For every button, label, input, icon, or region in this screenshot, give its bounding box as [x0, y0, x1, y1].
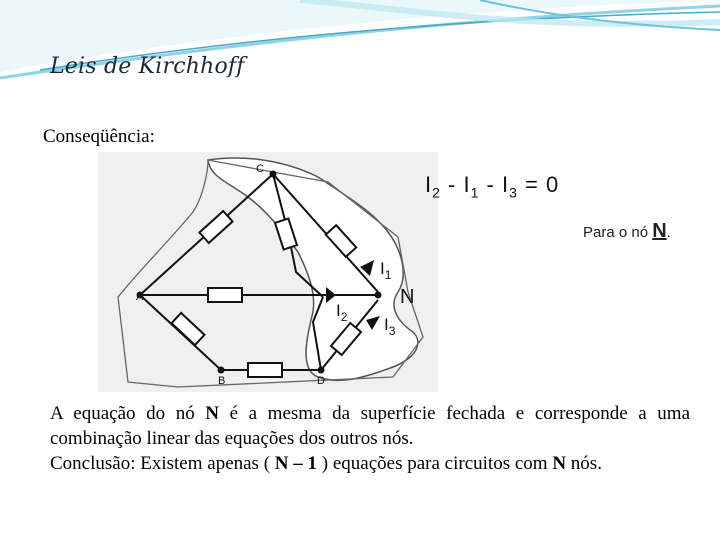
paragraph-conclusion: Conclusão: Existem apenas ( N – 1 ) equações para circuitos com N nós. [50, 453, 602, 474]
subtitle: Conseqüência: [43, 126, 155, 147]
node-label-b: B [218, 375, 226, 387]
eq-sub-2: 2 [432, 184, 441, 201]
node-label-c: C [256, 163, 264, 175]
current-label-i1: I [380, 259, 385, 278]
eq-note-suffix: . [666, 224, 671, 241]
eq-sub-1: 1 [470, 184, 480, 201]
eq-note-node: N [652, 220, 667, 242]
slide-title: Leis de Kirchhoff [50, 54, 245, 79]
node-label-a: A [136, 291, 144, 303]
eq-term-i3: I [502, 172, 510, 197]
eq-operator-2: - [486, 172, 495, 197]
paragraph-1: A equação do nó N é a mesma da superfície fechada e corresponde a uma combinação linear das equações dos outros nós. [50, 403, 690, 449]
equation-note [583, 220, 671, 243]
current-label-i3: I [384, 315, 389, 334]
eq-sub-3: 3 [509, 184, 518, 201]
node-label-d: D [317, 375, 325, 387]
node-equation-box [425, 172, 705, 247]
current-sub-i3: 3 [388, 324, 396, 338]
node-equation [425, 172, 559, 200]
current-sub-i2: 2 [340, 310, 348, 324]
eq-term-i2: I [425, 172, 433, 197]
current-sub-i1: 1 [384, 268, 392, 282]
eq-note-prefix: Para o nó [583, 224, 649, 241]
eq-equals-zero: = 0 [525, 172, 560, 197]
eq-operator-1: - [448, 172, 457, 197]
explanation-text [50, 401, 690, 476]
node-label-n: N [400, 286, 415, 308]
circuit-diagram [98, 152, 438, 392]
eq-term-i1: I [463, 172, 471, 197]
current-label-i2: I [336, 301, 341, 320]
